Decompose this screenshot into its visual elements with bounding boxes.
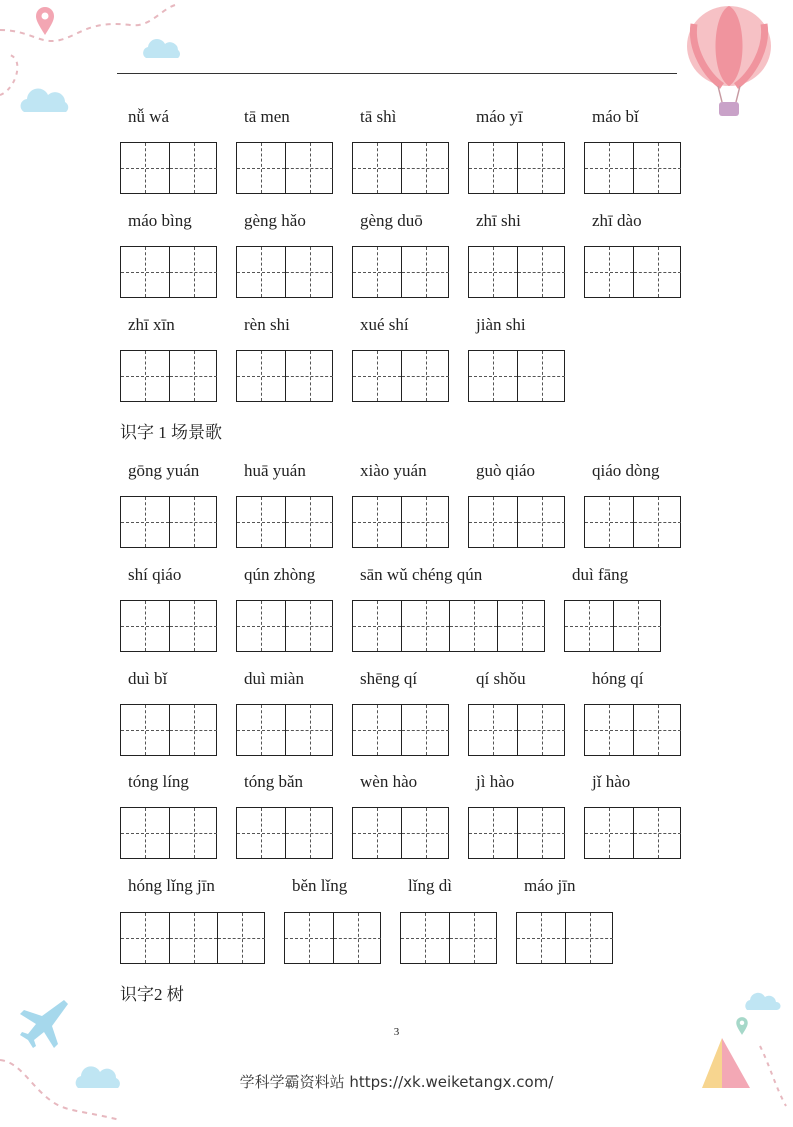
- guide-line-vertical: [261, 601, 262, 651]
- guide-line-vertical: [474, 601, 475, 651]
- grid-cell: [633, 808, 681, 858]
- guide-line-vertical: [309, 913, 310, 963]
- guide-line-vertical: [145, 913, 146, 963]
- grid-cell: [353, 247, 401, 297]
- grid-cell: [169, 705, 217, 755]
- grid-cell: [169, 808, 217, 858]
- pinyin-label: zhī dào: [592, 211, 642, 230]
- grid-cell: [121, 247, 169, 297]
- guide-line-vertical: [609, 705, 610, 755]
- grid-cell: [353, 351, 401, 401]
- pinyin-label: nǚ wá: [128, 107, 170, 126]
- guide-line-vertical: [609, 497, 610, 547]
- writing-grid: [516, 912, 613, 964]
- grid-cell: [585, 247, 633, 297]
- writing-grid: [120, 246, 217, 298]
- grid-cell: [285, 497, 333, 547]
- pinyin-label: tā men: [244, 107, 290, 126]
- pinyin-label: wèn hào: [360, 772, 418, 791]
- writing-grid: [584, 496, 681, 548]
- pinyin-label: duì bǐ: [128, 669, 168, 688]
- writing-grid: [352, 704, 449, 756]
- guide-line-vertical: [426, 808, 427, 858]
- pinyin-label: máo jīn: [524, 876, 576, 895]
- guide-line-vertical: [542, 247, 543, 297]
- grid-cell: [169, 913, 217, 963]
- pinyin-label: běn lǐng: [292, 876, 348, 895]
- grid-cell: [353, 705, 401, 755]
- pinyin-label: guò qiáo: [476, 461, 536, 480]
- guide-line-vertical: [145, 143, 146, 193]
- section-heading: 识字2 树: [120, 985, 184, 1004]
- guide-line-vertical: [542, 143, 543, 193]
- guide-line-vertical: [609, 247, 610, 297]
- grid-cell: [169, 351, 217, 401]
- grid-cell: [565, 913, 613, 963]
- grid-cell: [237, 497, 285, 547]
- grid-cell: [517, 497, 565, 547]
- guide-line-vertical: [609, 143, 610, 193]
- writing-grid: [236, 350, 333, 402]
- writing-grid: [584, 246, 681, 298]
- pinyin-label: tóng bǎn: [244, 772, 304, 791]
- guide-line-vertical: [310, 808, 311, 858]
- grid-cell: [285, 601, 333, 651]
- grid-cell: [613, 601, 661, 651]
- writing-grid: [352, 496, 449, 548]
- writing-grid: [236, 807, 333, 859]
- grid-cell: [517, 808, 565, 858]
- guide-line-vertical: [425, 913, 426, 963]
- grid-cell: [469, 808, 517, 858]
- grid-cell: [469, 497, 517, 547]
- pinyin-label: hóng lǐng jīn: [128, 876, 215, 895]
- writing-grid: [352, 600, 545, 652]
- writing-grid: [352, 350, 449, 402]
- guide-line-vertical: [145, 247, 146, 297]
- grid-cell: [237, 143, 285, 193]
- writing-grid: [468, 350, 565, 402]
- pinyin-label: máo yī: [476, 107, 523, 126]
- grid-cell: [217, 913, 265, 963]
- writing-grid: [352, 807, 449, 859]
- grid-cell: [353, 497, 401, 547]
- writing-grid: [584, 142, 681, 194]
- grid-cell: [237, 247, 285, 297]
- pinyin-label: duì fāng: [572, 565, 629, 584]
- guide-line-vertical: [194, 705, 195, 755]
- writing-grid: [236, 246, 333, 298]
- grid-cell: [469, 143, 517, 193]
- guide-line-vertical: [426, 601, 427, 651]
- grid-cell: [585, 497, 633, 547]
- pinyin-label: rèn shi: [244, 315, 290, 334]
- guide-line-vertical: [658, 705, 659, 755]
- guide-line-vertical: [261, 143, 262, 193]
- grid-cell: [285, 143, 333, 193]
- hot-air-balloon-icon: [682, 4, 776, 127]
- guide-line-vertical: [658, 143, 659, 193]
- writing-grid: [236, 704, 333, 756]
- grid-cell: [169, 143, 217, 193]
- writing-grid: [468, 704, 565, 756]
- pinyin-label: tā shì: [360, 107, 397, 126]
- pinyin-label: jì hào: [476, 772, 515, 791]
- pinyin-label: gèng hǎo: [244, 211, 306, 230]
- guide-line-vertical: [658, 808, 659, 858]
- grid-cell: [237, 808, 285, 858]
- grid-cell: [285, 351, 333, 401]
- guide-line-vertical: [194, 351, 195, 401]
- grid-cell: [169, 601, 217, 651]
- pinyin-label: gōng yuán: [128, 461, 200, 480]
- writing-grid: [236, 142, 333, 194]
- grid-cell: [121, 913, 169, 963]
- writing-grid: [468, 807, 565, 859]
- writing-grid: [468, 246, 565, 298]
- footer-source: 学科学霸资料站 https://xk.weiketangx.com/: [239, 1073, 554, 1091]
- guide-line-vertical: [310, 497, 311, 547]
- writing-grid: [468, 142, 565, 194]
- guide-line-vertical: [145, 497, 146, 547]
- guide-line-vertical: [377, 351, 378, 401]
- guide-line-vertical: [194, 808, 195, 858]
- writing-grid: [120, 350, 217, 402]
- grid-cell: [517, 143, 565, 193]
- writing-grid: [120, 912, 265, 964]
- guide-line-vertical: [194, 247, 195, 297]
- guide-line-vertical: [194, 601, 195, 651]
- guide-line-vertical: [658, 497, 659, 547]
- guide-line-vertical: [261, 497, 262, 547]
- grid-cell: [401, 808, 449, 858]
- guide-line-vertical: [310, 143, 311, 193]
- grid-cell: [469, 351, 517, 401]
- grid-cell: [121, 351, 169, 401]
- pinyin-label: qún zhòng: [244, 565, 316, 584]
- guide-line-vertical: [542, 351, 543, 401]
- grid-cell: [285, 705, 333, 755]
- pinyin-label: xiào yuán: [360, 461, 427, 480]
- grid-cell: [353, 143, 401, 193]
- guide-line-vertical: [377, 705, 378, 755]
- grid-cell: [121, 601, 169, 651]
- pinyin-label: jǐ hào: [592, 772, 631, 791]
- grid-cell: [237, 351, 285, 401]
- grid-cell: [517, 247, 565, 297]
- grid-cell: [585, 705, 633, 755]
- guide-line-vertical: [310, 247, 311, 297]
- pinyin-label: máo bǐ: [592, 107, 639, 126]
- guide-line-vertical: [522, 601, 523, 651]
- guide-line-vertical: [542, 705, 543, 755]
- grid-cell: [353, 601, 401, 651]
- grid-cell: [449, 601, 497, 651]
- guide-line-vertical: [310, 351, 311, 401]
- grid-cell: [449, 913, 497, 963]
- grid-cell: [633, 143, 681, 193]
- guide-line-vertical: [426, 247, 427, 297]
- grid-cell: [353, 808, 401, 858]
- page-number: 3: [393, 1026, 400, 1038]
- guide-line-vertical: [194, 143, 195, 193]
- writing-grid: [120, 496, 217, 548]
- writing-grid: [564, 600, 661, 652]
- grid-cell: [401, 351, 449, 401]
- writing-grid: [284, 912, 381, 964]
- grid-cell: [517, 913, 565, 963]
- guide-line-vertical: [145, 351, 146, 401]
- guide-line-vertical: [145, 808, 146, 858]
- guide-line-vertical: [493, 705, 494, 755]
- pinyin-label: shí qiáo: [128, 565, 182, 584]
- grid-cell: [633, 705, 681, 755]
- section-heading: 识字 1 场景歌: [120, 423, 222, 442]
- cloud-icon: [742, 992, 782, 1017]
- guide-line-vertical: [542, 808, 543, 858]
- pinyin-label: zhī shi: [476, 211, 521, 230]
- guide-line-vertical: [426, 497, 427, 547]
- guide-line-vertical: [638, 601, 639, 651]
- grid-cell: [121, 808, 169, 858]
- pinyin-label: qí shǒu: [476, 669, 526, 688]
- pinyin-label: xué shí: [360, 315, 409, 334]
- pinyin-label: sān wǔ chéng qún: [360, 565, 483, 584]
- grid-cell: [285, 808, 333, 858]
- grid-cell: [285, 913, 333, 963]
- writing-grid: [236, 600, 333, 652]
- guide-line-vertical: [377, 808, 378, 858]
- guide-line-vertical: [310, 705, 311, 755]
- grid-cell: [469, 705, 517, 755]
- grid-cell: [565, 601, 613, 651]
- pinyin-label: qiáo dòng: [592, 461, 660, 480]
- pinyin-label: lǐng dì: [408, 876, 452, 895]
- guide-line-vertical: [194, 497, 195, 547]
- guide-line-vertical: [426, 351, 427, 401]
- guide-line-vertical: [377, 601, 378, 651]
- guide-line-vertical: [493, 247, 494, 297]
- guide-line-vertical: [194, 913, 195, 963]
- grid-cell: [517, 351, 565, 401]
- grid-cell: [285, 247, 333, 297]
- grid-cell: [497, 601, 545, 651]
- guide-line-vertical: [377, 247, 378, 297]
- guide-line-vertical: [658, 247, 659, 297]
- pinyin-label: gèng duō: [360, 211, 423, 230]
- grid-cell: [121, 143, 169, 193]
- grid-cell: [121, 497, 169, 547]
- guide-line-vertical: [261, 705, 262, 755]
- grid-cell: [585, 808, 633, 858]
- grid-cell: [401, 705, 449, 755]
- guide-line-vertical: [541, 913, 542, 963]
- writing-grid: [584, 807, 681, 859]
- grid-cell: [333, 913, 381, 963]
- grid-cell: [633, 497, 681, 547]
- guide-line-vertical: [542, 497, 543, 547]
- header-rule: [117, 73, 677, 74]
- grid-cell: [121, 705, 169, 755]
- pinyin-label: hóng qí: [592, 669, 644, 688]
- writing-grid: [584, 704, 681, 756]
- guide-line-vertical: [261, 247, 262, 297]
- pinyin-label: huā yuán: [244, 461, 306, 480]
- guide-line-vertical: [261, 808, 262, 858]
- grid-cell: [401, 143, 449, 193]
- cloud-icon: [18, 88, 74, 119]
- grid-cell: [633, 247, 681, 297]
- guide-line-vertical: [145, 601, 146, 651]
- grid-cell: [169, 497, 217, 547]
- pinyin-label: tóng líng: [128, 772, 189, 791]
- grid-cell: [401, 497, 449, 547]
- guide-line-vertical: [261, 351, 262, 401]
- writing-grid: [352, 142, 449, 194]
- writing-grid: [400, 912, 497, 964]
- pinyin-label: jiàn shi: [476, 315, 526, 334]
- grid-cell: [401, 913, 449, 963]
- guide-line-vertical: [358, 913, 359, 963]
- grid-cell: [237, 601, 285, 651]
- guide-line-vertical: [493, 143, 494, 193]
- guide-line-vertical: [493, 808, 494, 858]
- grid-cell: [169, 247, 217, 297]
- pinyin-label: shēng qí: [360, 669, 418, 688]
- grid-cell: [237, 705, 285, 755]
- writing-grid: [120, 142, 217, 194]
- writing-grid: [120, 704, 217, 756]
- pinyin-label: duì miàn: [244, 669, 304, 688]
- pinyin-label: zhī xīn: [128, 315, 175, 334]
- guide-line-vertical: [242, 913, 243, 963]
- grid-cell: [517, 705, 565, 755]
- grid-cell: [401, 247, 449, 297]
- guide-line-vertical: [589, 601, 590, 651]
- guide-line-vertical: [377, 143, 378, 193]
- writing-grid: [352, 246, 449, 298]
- guide-line-vertical: [590, 913, 591, 963]
- guide-line-vertical: [493, 351, 494, 401]
- writing-grid: [120, 600, 217, 652]
- guide-line-vertical: [609, 808, 610, 858]
- guide-line-vertical: [145, 705, 146, 755]
- guide-line-vertical: [426, 143, 427, 193]
- writing-grid: [236, 496, 333, 548]
- writing-grid: [120, 807, 217, 859]
- guide-line-vertical: [377, 497, 378, 547]
- grid-cell: [585, 143, 633, 193]
- cloud-icon: [140, 38, 184, 65]
- pinyin-label: máo bìng: [128, 211, 192, 230]
- grid-cell: [401, 601, 449, 651]
- writing-grid: [468, 496, 565, 548]
- grid-cell: [469, 247, 517, 297]
- guide-line-vertical: [426, 705, 427, 755]
- guide-line-vertical: [493, 497, 494, 547]
- guide-line-vertical: [310, 601, 311, 651]
- guide-line-vertical: [474, 913, 475, 963]
